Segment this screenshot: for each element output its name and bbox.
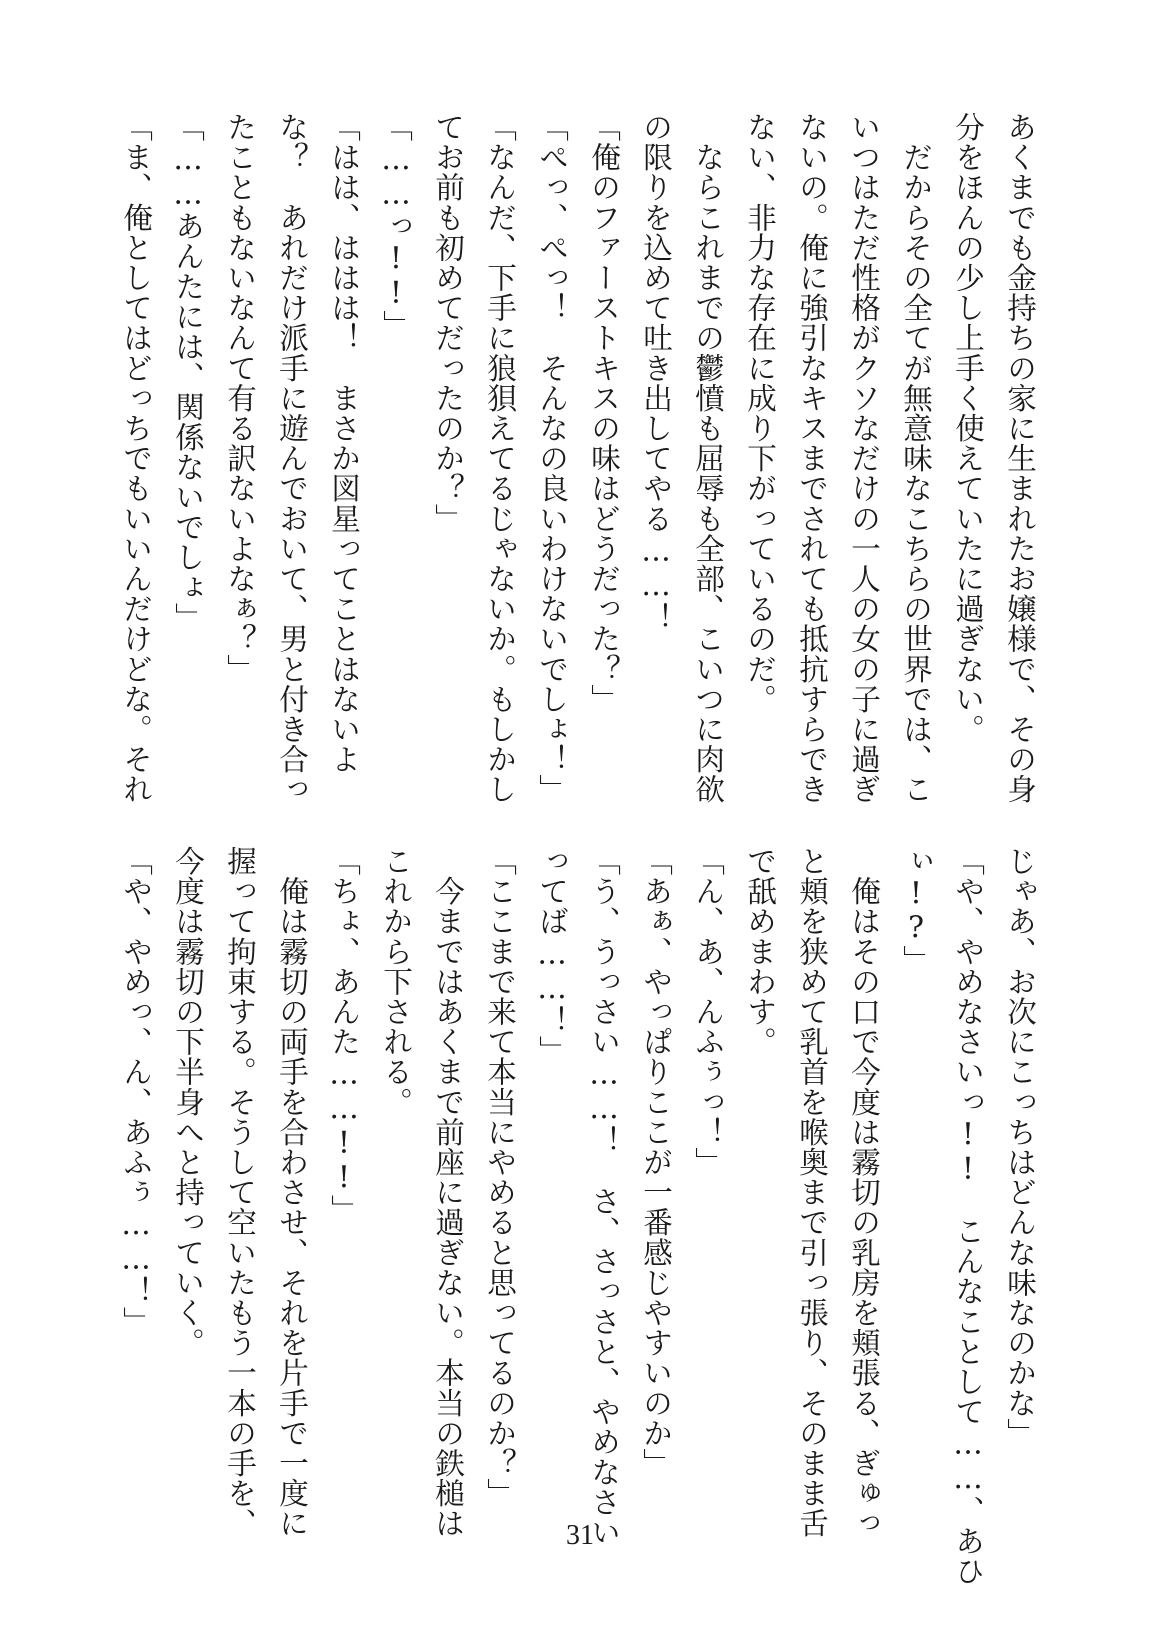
text-line: 「ぺっ、ぺっ！ そんなの良いわけないでしょ！」 bbox=[535, 112, 569, 805]
text-line: 俺はその口で今度は霧切の乳房を頬張る、ぎゅっ bbox=[847, 846, 881, 1539]
text-line: 「あぁ、やっぱりここが一番感じやすいのか」 bbox=[639, 846, 673, 1479]
text-line: 「はは、ははは！ まさか図星ってことはないよ bbox=[327, 112, 361, 775]
text-line: いつはただ性格がクソなだけの一人の女の子に過ぎ bbox=[847, 112, 881, 805]
text-line: 「ん、あ、んふぅっ！」 bbox=[691, 846, 725, 1178]
text-line: の限りを込めて吐き出してやる……！ bbox=[639, 112, 673, 633]
text-line: ぃ!?」 bbox=[899, 846, 933, 976]
text-line: 「ま、俺としてはどっちでもいいんだけどな。それ bbox=[119, 112, 153, 805]
text-line: な？ あれだけ派手に遊んでおいて、男と付き合っ bbox=[275, 112, 309, 805]
page-number: 31 bbox=[566, 1520, 594, 1551]
text-line: ってば……！」 bbox=[535, 846, 569, 1066]
text-line: だからその全てが無意味なこちらの世界では、こ bbox=[899, 112, 933, 805]
text-line: 「なんだ、下手に狼狽えてるじゃないか。もしかし bbox=[483, 112, 517, 805]
text-line: じゃあ、お次にこっちはどんな味なのかな」 bbox=[1003, 846, 1037, 1448]
text-line: ない、非力な存在に成り下がっているのだ。 bbox=[743, 112, 777, 714]
text-line: で舐めまわす。 bbox=[743, 846, 777, 1057]
text-line: たこともないなんて有る訳ないよなぁ？」 bbox=[223, 112, 257, 684]
text-line: てお前も初めてだったのか？」 bbox=[431, 112, 465, 534]
text-line: あくまでも金持ちの家に生まれたお嬢様で、その身 bbox=[1003, 112, 1037, 805]
text-line: 「俺のファーストキスの味はどうだった？」 bbox=[587, 112, 621, 714]
text-line: 「ちょ、あんた……!!」 bbox=[327, 846, 361, 1225]
text-line: 俺は霧切の両手を合わさせ、それを片手で一度に bbox=[275, 846, 309, 1539]
text-line: と頬を狭めて乳首を喉奥まで引っ張り、そのまま舌 bbox=[795, 846, 829, 1539]
top-text-block bbox=[119, 112, 1050, 805]
text-line: 「……あんたには、関係ないでしょ」 bbox=[171, 112, 205, 633]
text-line: ならこれまでの鬱憤も屈辱も全部、こいつに肉欲 bbox=[691, 112, 725, 805]
text-line: 「う、うっさい……！ さ、さっさと、やめなさい bbox=[587, 846, 621, 1548]
text-line: 「や、やめなさいっ!! こんなことして……、あひ bbox=[951, 846, 985, 1586]
text-line: 「……っ!!」 bbox=[379, 112, 413, 341]
text-line: これから下される。 bbox=[379, 846, 413, 1117]
text-line: 「ここまで来て本当にやめると思ってるのか？」 bbox=[483, 846, 517, 1509]
text-line: ないの。俺に強引なキスまでされても抵抗すらでき bbox=[795, 112, 829, 805]
text-line: 分をほんの少し上手く使えていたに過ぎない。 bbox=[951, 112, 985, 745]
text-line: 握って拘束する。そうして空いたもう一本の手を、 bbox=[223, 846, 257, 1539]
text-line: 「や、やめっ、ん、あふぅ……！」 bbox=[119, 846, 153, 1337]
text-line: 今度は霧切の下半身へと持っていく。 bbox=[171, 846, 205, 1358]
text-line: 今まではあくまで前座に過ぎない。本当の鉄槌は bbox=[431, 846, 465, 1539]
